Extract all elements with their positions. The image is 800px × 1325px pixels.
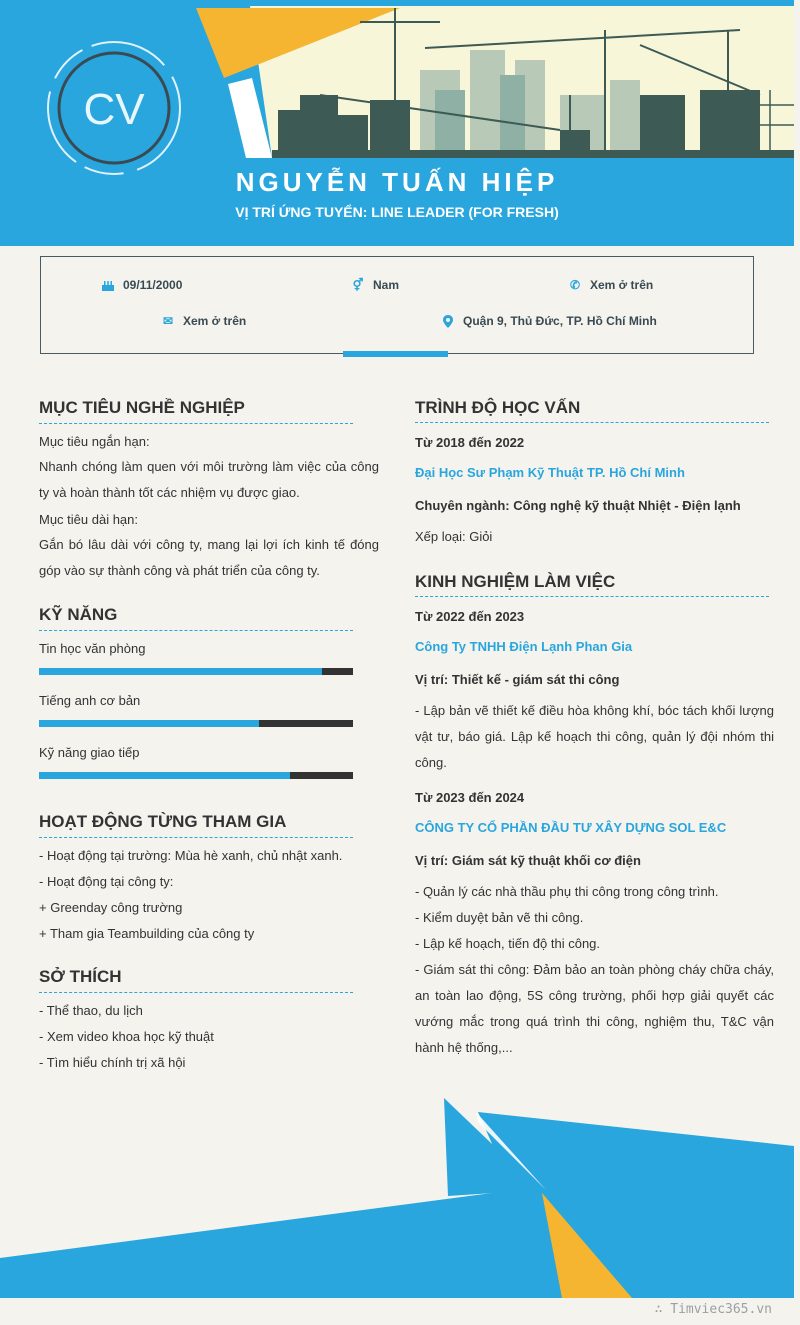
candidate-name: NGUYỄN TUẤN HIỆP [235, 167, 559, 197]
gender-item [351, 278, 399, 292]
footer-decoration [0, 1098, 794, 1298]
education-major: Chuyên ngành: Công nghệ kỹ thuật Nhiệt - Điện lạnh [415, 498, 741, 513]
objective-short-label: Mục tiêu ngắn hạn: [39, 434, 150, 449]
activities-divider [39, 837, 353, 838]
skill-bar-fill [39, 772, 290, 779]
cv-logo-text: CV [83, 85, 145, 134]
objective-long-text: Gắn bó lâu dài với công ty, mang lại lợi ích kinh tế đóng góp vào sự thành công và phát triển của công ty. [39, 537, 379, 578]
experience-title: KINH NGHIỆM LÀM VIỆC [415, 572, 616, 591]
activity-line: - Hoạt động tại công ty: [39, 874, 174, 889]
email-item [161, 314, 246, 328]
objective-divider [39, 423, 353, 424]
phone-item [568, 278, 653, 292]
gender-value: Nam [373, 278, 400, 292]
hobby-line: - Xem video khoa học kỹ thuật [39, 1029, 214, 1044]
activity-line: - Hoạt động tại trường: Mùa hè xanh, chủ nhật xanh. [39, 848, 343, 863]
job-description: - Lập bản vẽ thiết kế điều hòa không khí, bóc tách khối lượng vật tư, báo giá. Lập kế hoạch thi công, quản lý đội nhóm thi công. [415, 703, 774, 770]
job-duty-line: - Kiểm duyệt bản vẽ thi công. [415, 910, 584, 925]
education-school: Đại Học Sư Phạm Kỹ Thuật TP. Hồ Chí Minh [415, 465, 685, 480]
watermark: ∴ Timviec365.vn [654, 1302, 772, 1317]
objective-title: MỤC TIÊU NGHỀ NGHIỆP [39, 398, 245, 417]
job-duty-line: - Lập kế hoạch, tiến độ thi công. [415, 936, 601, 951]
experience-divider [415, 596, 769, 597]
job-period: Từ 2023 đến 2024 [415, 790, 525, 805]
skills-title: KỸ NĂNG [39, 605, 118, 624]
activity-line: + Tham gia Teambuilding của công ty [39, 926, 255, 941]
skill-bar-fill [39, 720, 259, 727]
address-value: Quận 9, Thủ Đức, TP. Hồ Chí Minh [463, 314, 657, 328]
email-value: Xem ở trên [183, 314, 247, 328]
objective-short-text: Nhanh chóng làm quen với môi trường làm việc của công ty và hoàn thành tốt các nhiệm vụ được giao. [39, 459, 379, 500]
contact-info-box [40, 256, 754, 354]
skill-bar [39, 720, 353, 727]
hobby-line: - Thể thao, du lịch [39, 1003, 143, 1018]
skill-label: Kỹ năng giao tiếp [39, 745, 140, 760]
address-item [441, 314, 657, 328]
gender-icon: ⚥ [352, 278, 364, 292]
applied-position: VỊ TRÍ ỨNG TUYỂN: LINE LEADER (FOR FRESH) [235, 204, 559, 220]
job-duty-line: - Quản lý các nhà thầu phụ thi công trong công trình. [415, 884, 719, 899]
education-period: Từ 2018 đến 2022 [415, 435, 525, 450]
phone-icon: ✆ [569, 278, 581, 292]
phone-value: Xem ở trên [590, 278, 654, 292]
job-period: Từ 2022 đến 2023 [415, 609, 525, 624]
skill-bar-fill [39, 668, 322, 675]
job-description: - Giám sát thi công: Đảm bảo an toàn phòng cháy chữa cháy, an toàn lao động, 5S công trường, phối hợp giải quyết các vướng mắc trong quá trình thi công, nghiệm thu, T&C vận hành hệ thống,... [415, 962, 774, 1055]
cv-logo [44, 38, 184, 178]
contact-accent-bar [343, 351, 448, 357]
activity-line: + Greenday công trường [39, 900, 183, 915]
education-divider [415, 422, 769, 423]
skill-bar [39, 668, 353, 675]
hobbies-title: SỞ THÍCH [39, 967, 122, 986]
education-title: TRÌNH ĐỘ HỌC VẤN [415, 398, 581, 417]
hobby-line: - Tìm hiểu chính trị xã hội [39, 1055, 186, 1070]
birthday-cake-icon [101, 278, 115, 292]
job-company: CÔNG TY CỔ PHẦN ĐẦU TƯ XÂY DỰNG SOL E&C [415, 820, 727, 835]
job-role: Vị trí: Thiết kế - giám sát thi công [415, 672, 620, 687]
skill-label: Tin học văn phòng [39, 641, 146, 656]
header-banner [0, 0, 794, 246]
hobbies-divider [39, 992, 353, 993]
envelope-icon: ✉ [162, 314, 174, 328]
skills-divider [39, 630, 353, 631]
education-grade: Xếp loại: Giỏi [415, 529, 493, 544]
objective-long-label: Mục tiêu dài hạn: [39, 512, 139, 527]
birthday-value: 09/11/2000 [123, 278, 183, 292]
job-company: Công Ty TNHH Điện Lạnh Phan Gia [415, 639, 633, 654]
job-role: Vị trí: Giám sát kỹ thuật khối cơ điện [415, 853, 641, 868]
map-marker-icon [441, 314, 455, 328]
skill-label: Tiếng anh cơ bản [39, 693, 141, 708]
activities-title: HOẠT ĐỘNG TỪNG THAM GIA [39, 812, 287, 831]
birthday-item [101, 278, 182, 292]
skill-bar [39, 772, 353, 779]
